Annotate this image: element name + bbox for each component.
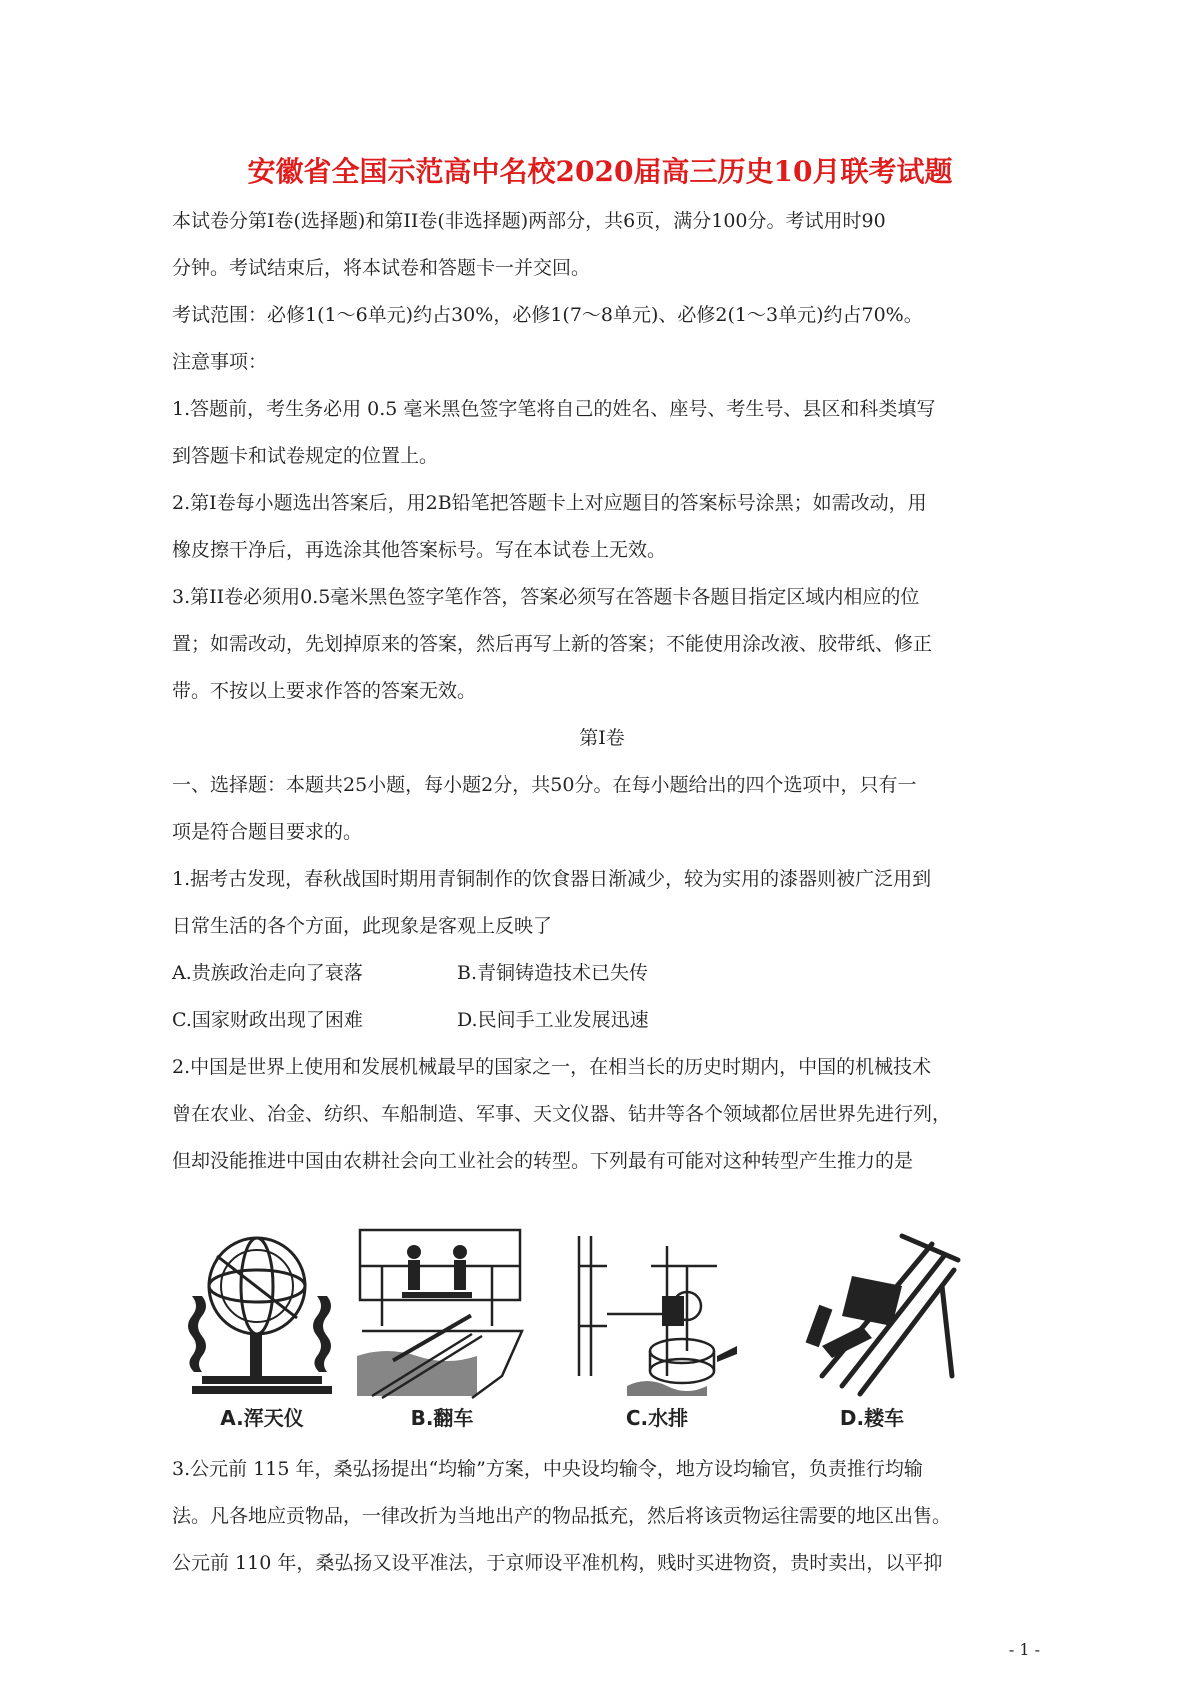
section-instructions-line: 项是符合题目要求的。 [172,821,363,843]
option-b: B.青铜铸造技术已失传 [457,962,649,984]
armillary-sphere-icon [172,1226,352,1401]
page-number: - 1 - [1008,1640,1040,1659]
water-powered-bellows-icon [567,1226,747,1401]
intro-line: 置；如需改动，先划掉原来的答案，然后再写上新的答案；不能使用涂改液、胶带纸、修正 [172,633,933,655]
intro-line: 到答题卡和试卷规定的位置上。 [172,445,439,467]
intro-line: 分钟。考试结束后，将本试卷和答题卡一并交回。 [172,257,591,279]
question-2-stem: 但却没能推进中国由农耕社会向工业社会的转型。下列最有可能对这种转型产生推力的是 [172,1150,914,1172]
question-3-stem: 3.公元前 115 年，桑弘扬提出“均输”方案，中央设均输令，地方设均输官，负责推行均输 [172,1458,923,1480]
section-title: 第I卷 [579,727,625,749]
question-3-stem: 法。凡各地应贡物品，一律改折为当地出产的物品抵充，然后将该贡物运往需要的地区出售。 [172,1505,952,1527]
figure-b-caption: B.翻车 [410,1406,474,1430]
intro-line: 本试卷分第I卷(选择题)和第II卷(非选择题)两部分，共6页，满分100分。考试用时90 [172,210,886,232]
question-3-stem: 公元前 110 年，桑弘扬又设平准法，于京师设平准机构，贱时买进物资，贵时卖出，以平抑 [172,1552,943,1574]
intro-line: 3.第II卷必须用0.5毫米黑色签字笔作答，答案必须写在答题卡各题目指定区域内相应的位 [172,586,920,608]
figure-a-caption: A.浑天仪 [220,1406,304,1430]
document-body [172,198,1032,1185]
option-d: D.民间手工业发展迅速 [457,1009,649,1031]
seed-drill-icon [782,1226,962,1401]
intro-line: 橡皮擦干净后，再选涂其他答案标号。写在本试卷上无效。 [172,539,667,561]
question-1-options-row [172,997,1032,1044]
figure-c-caption: C.水排 [625,1406,689,1430]
question-1-stem: 日常生活的各个方面，此现象是客观上反映了 [172,915,553,937]
intro-line: 带。不按以上要求作答的答案无效。 [172,680,477,702]
figure-d [782,1226,962,1436]
intro-line: 2.第I卷每小题选出答案后，用2B铅笔把答题卡上对应题目的答案标号涂黑；如需改动，用 [172,492,927,514]
option-a: A.贵族政治走向了衰落 [172,962,363,984]
square-pallet-chain-pump-icon [352,1226,532,1401]
document-title: 安徽省全国示范高中名校2020届高三历史10月联考试题 [247,155,953,188]
figure-a [172,1226,352,1436]
figure-b [352,1226,532,1436]
question-1-options-row [172,950,1032,997]
figure-d-caption: D.耧车 [839,1406,905,1430]
question-2-stem: 2.中国是世界上使用和发展机械最早的国家之一，在相当长的历史时期内，中国的机械技术 [172,1056,932,1078]
question-1-stem: 1.据考古发现，春秋战国时期用青铜制作的饮食器日渐减少，较为实用的漆器则被广泛用到 [172,868,932,890]
intro-line: 注意事项： [172,351,268,373]
figure-c [567,1226,747,1436]
question-2-stem: 曾在农业、冶金、纺织、车船制造、军事、天文仪器、钻井等各个领域都位居世界先进行列， [172,1103,952,1125]
intro-line: 1.答题前，考生务必用 0.5 毫米黑色签字笔将自己的姓名、座号、考生号、县区和科类填写 [172,398,936,420]
option-c: C.国家财政出现了困难 [172,1009,363,1031]
question-2-figures [172,1226,1032,1436]
intro-line: 考试范围：必修1(1～6单元)约占30%，必修1(7～8单元)、必修2(1～3单元)约占70%。 [172,304,923,326]
section-instructions-line: 一、选择题：本题共25小题，每小题2分，共50分。在每小题给出的四个选项中，只有一 [172,774,917,796]
question-3 [172,1446,1032,1587]
